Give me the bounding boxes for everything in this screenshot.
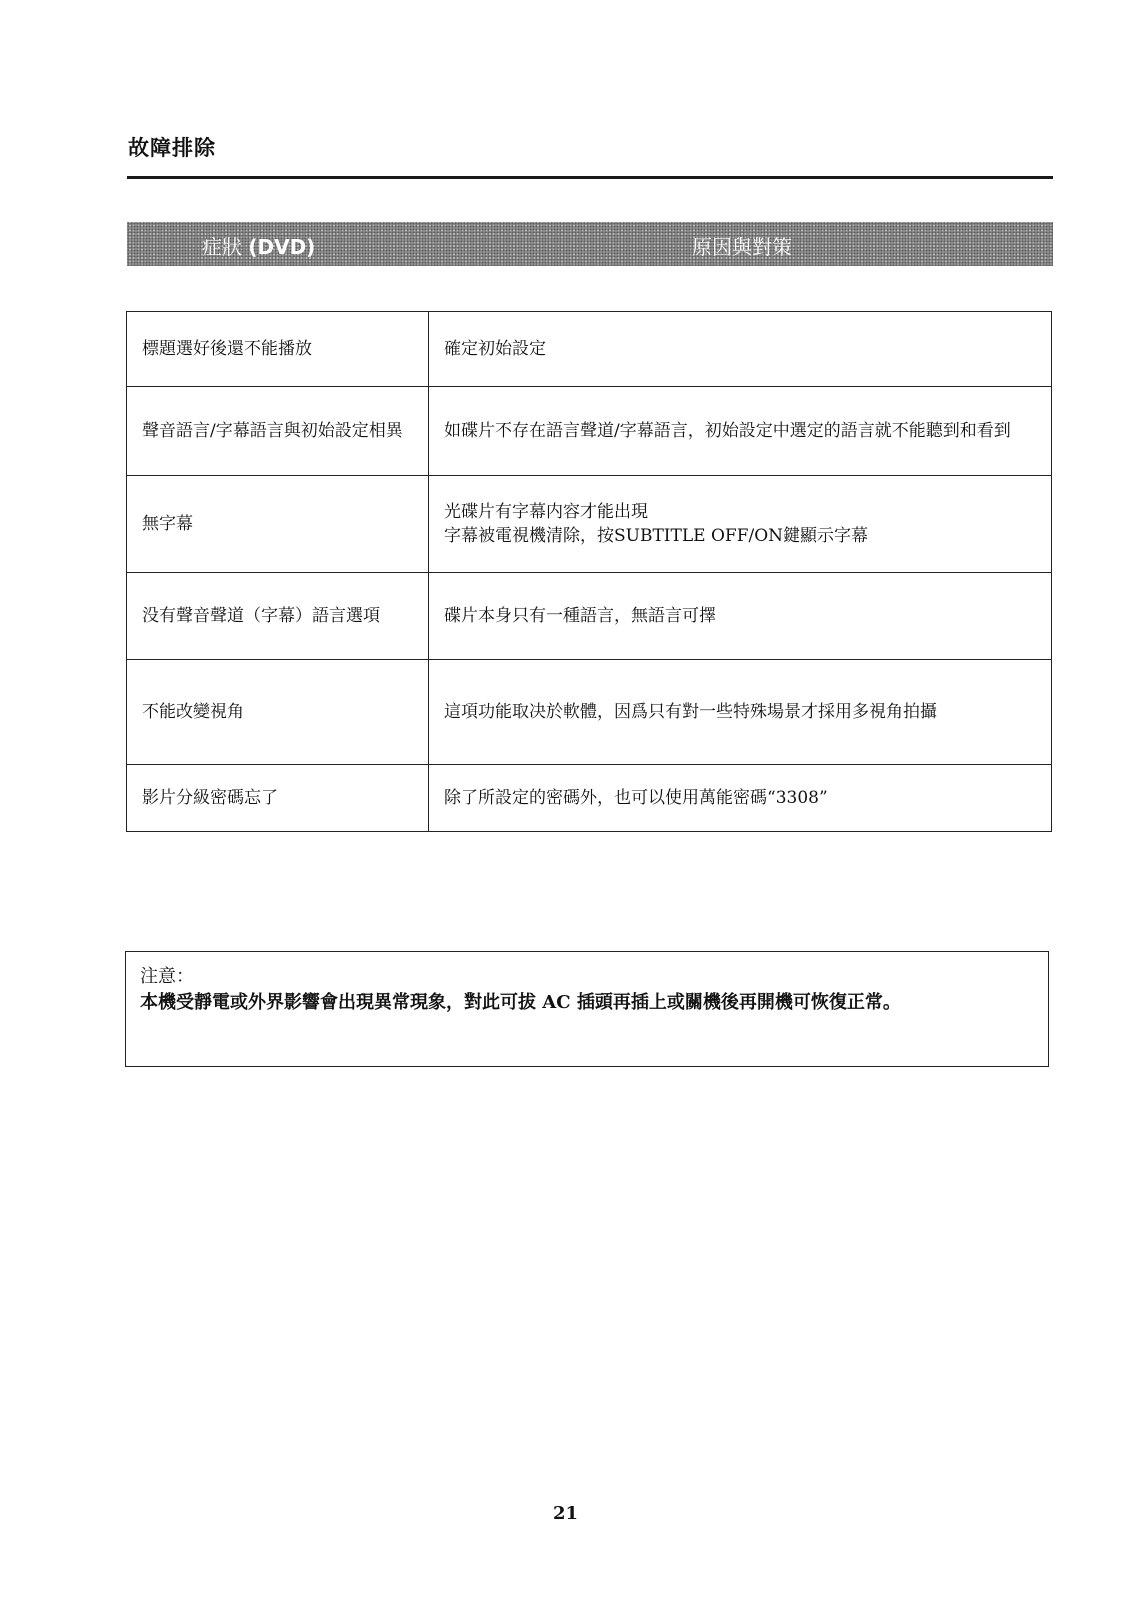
symptom-header-label: 症狀 [202, 235, 242, 259]
table-row [127, 573, 1052, 660]
symptom-header-tag: (DVD) [248, 235, 316, 259]
symptom-cell: 影片分級密碼忘了 [127, 765, 429, 832]
symptom-cell: 無字幕 [127, 476, 429, 573]
cause-line: 光碟片有字幕内容才能出現 [444, 502, 648, 522]
table-row [127, 765, 1052, 832]
symptom-cell: 没有聲音聲道（字幕）語言選項 [127, 573, 429, 660]
cause-cell: 如碟片不存在語言聲道/字幕語言，初始設定中選定的語言就不能聽到和看到 [429, 387, 1052, 476]
symptom-cell: 不能改變視角 [127, 660, 429, 765]
page-title: 故障排除 [128, 136, 216, 160]
table-row [127, 312, 1052, 387]
symptom-cell: 標題選好後還不能播放 [127, 312, 429, 387]
table-row [127, 660, 1052, 765]
title-divider [127, 176, 1053, 179]
cause-cell: 確定初始設定 [429, 312, 1052, 387]
cause-cell: 除了所設定的密碼外，也可以使用萬能密碼“3308” [429, 765, 1052, 832]
page-number: 21 [552, 1503, 579, 1524]
cause-cell: 這項功能取决於軟體，因爲只有對一些特殊場景才採用多視角拍攝 [429, 660, 1052, 765]
note-title: 注意： [140, 966, 194, 987]
cause-cell: 碟片本身只有一種語言，無語言可擇 [429, 573, 1052, 660]
cause-column-header: 原因與對策 [692, 235, 792, 259]
table-row [127, 387, 1052, 476]
cause-line: 字幕被電視機清除，按SUBTITLE OFF/ON鍵顯示字幕 [444, 526, 869, 546]
symptom-cell: 聲音語言/字幕語言與初始設定相異 [127, 387, 429, 476]
note-body: 本機受靜電或外界影響會出現異常現象，對此可拔 AC 插頭再插上或關機後再開機可恢復正常。 [140, 992, 901, 1013]
troubleshooting-table [126, 311, 1052, 832]
cause-cell [429, 476, 1052, 573]
note-box [125, 951, 1049, 1067]
symptom-column-header [202, 231, 315, 260]
table-header-band [127, 222, 1053, 266]
table-row [127, 476, 1052, 573]
